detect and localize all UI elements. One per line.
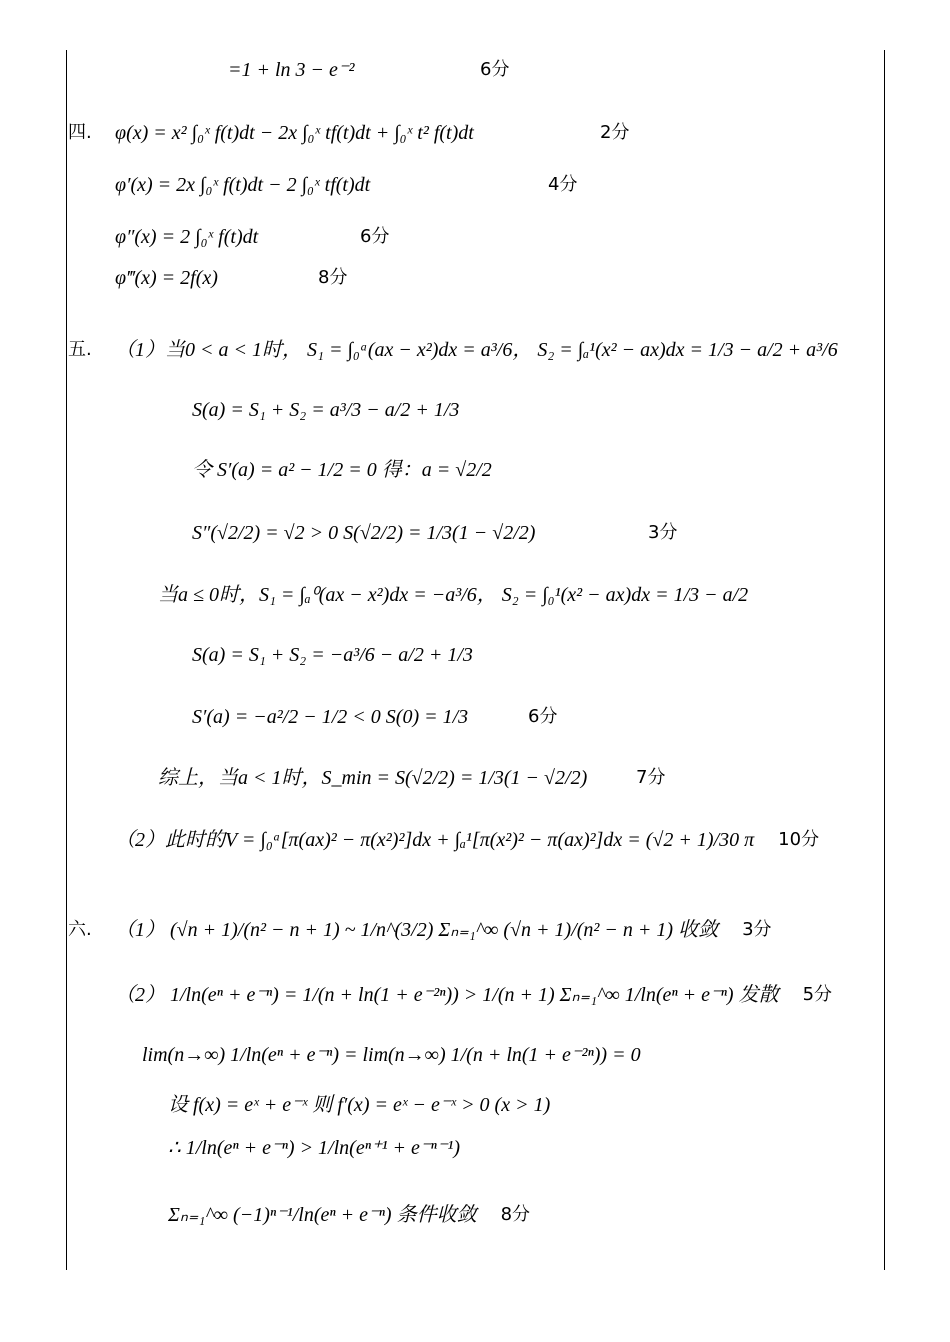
section-4-label: 四. bbox=[68, 122, 92, 143]
line-19-math: Σₙ₌₁^∞ (−1)ⁿ⁻¹/ln(eⁿ + e⁻ⁿ) 条件收敛 bbox=[168, 1204, 477, 1226]
line-8-score: 3分 bbox=[648, 522, 678, 543]
line-3 bbox=[115, 225, 880, 249]
line-16 bbox=[142, 1043, 880, 1067]
line-2 bbox=[115, 173, 880, 197]
right-border bbox=[884, 50, 885, 1270]
line-4 bbox=[115, 266, 880, 290]
section-5-label: 五. bbox=[68, 339, 92, 360]
line-0 bbox=[228, 58, 878, 82]
line-7-math: 令 S′(a) = a² − 1/2 = 0 得：a = √2/2 bbox=[192, 459, 492, 481]
line-19 bbox=[168, 1203, 880, 1227]
line-12-score: 7分 bbox=[636, 767, 666, 788]
line-4-score: 8分 bbox=[318, 267, 348, 288]
line-7 bbox=[192, 458, 880, 482]
line-3-math: φ″(x) = 2 ∫₀ˣ f(t)dt bbox=[115, 226, 259, 248]
line-17 bbox=[168, 1093, 880, 1117]
line-6 bbox=[192, 398, 880, 422]
line-15-score: 5分 bbox=[802, 984, 833, 1005]
line-2-score: 4分 bbox=[548, 174, 578, 195]
line-1-math: φ(x) = x² ∫₀ˣ f(t)dt − 2x ∫₀ˣ tf(t)dt + ∫₀ˣ t² f(t)dt bbox=[115, 122, 474, 144]
line-19-score: 8分 bbox=[500, 1204, 531, 1225]
line-18-math: ∴ 1/ln(eⁿ + e⁻ⁿ) > 1/ln(eⁿ⁺¹ + e⁻ⁿ⁻¹) bbox=[168, 1137, 461, 1159]
line-1 bbox=[115, 121, 880, 145]
line-4-math: φ‴(x) = 2f(x) bbox=[115, 267, 218, 289]
left-border bbox=[66, 50, 67, 1270]
line-14 bbox=[115, 918, 880, 942]
line-16-math: lim(n→∞) 1/ln(eⁿ + e⁻ⁿ) = lim(n→∞) 1/(n + ln(1 + e⁻²ⁿ)) = 0 bbox=[142, 1044, 641, 1066]
line-11 bbox=[192, 705, 880, 729]
line-18 bbox=[168, 1136, 880, 1160]
line-0-score: 6分 bbox=[480, 59, 510, 80]
line-12 bbox=[158, 766, 880, 790]
line-10-math: S(a) = S₁ + S₂ = −a³/6 − a/2 + 1/3 bbox=[192, 644, 473, 666]
line-11-math: S′(a) = −a²/2 − 1/2 < 0 S(0) = 1/3 bbox=[192, 706, 469, 728]
line-6-math: S(a) = S₁ + S₂ = a³/3 − a/2 + 1/3 bbox=[192, 399, 460, 421]
line-9 bbox=[158, 583, 880, 607]
line-13-score: 10分 bbox=[778, 829, 820, 850]
line-3-score: 6分 bbox=[360, 226, 390, 247]
section-6-label: 六. bbox=[68, 919, 92, 940]
line-11-score: 6分 bbox=[528, 706, 558, 727]
line-12-math: 综上，当a < 1时，S_min = S(√2/2) = 1/3(1 − √2/2) bbox=[158, 767, 588, 789]
line-14-math: （1） (√n + 1)/(n² − n + 1) ~ 1/n^(3/2) Σₙ₌₁^∞ (√n + 1)/(n² − n + 1) 收敛 bbox=[115, 919, 719, 941]
line-8-math: S″(√2/2) = √2 > 0 S(√2/2) = 1/3(1 − √2/2) bbox=[192, 522, 536, 544]
line-17-math: 设 f(x) = eˣ + e⁻ˣ 则 f′(x) = eˣ − e⁻ˣ > 0 (x > 1) bbox=[168, 1094, 551, 1116]
line-5-math: （1）当0 < a < 1时， S₁ = ∫₀ᵃ(ax − x²)dx = a³/6， S₂ = ∫ₐ¹(x² − ax)dx = 1/3 − a/2 + a³/6 bbox=[115, 339, 838, 361]
line-10 bbox=[192, 643, 880, 667]
line-13-math: （2）此时的V = ∫₀ᵃ[π(ax)² − π(x²)²]dx + ∫ₐ¹[π(x²)² − π(ax)²]dx = (√2 + 1)/30 π bbox=[115, 829, 755, 851]
line-15-math: （2） 1/ln(eⁿ + e⁻ⁿ) = 1/(n + ln(1 + e⁻²ⁿ)) > 1/(n + 1) Σₙ₌₁^∞ 1/ln(eⁿ + e⁻ⁿ) 发散 bbox=[115, 984, 779, 1006]
line-5 bbox=[115, 338, 880, 362]
line-2-math: φ′(x) = 2x ∫₀ˣ f(t)dt − 2 ∫₀ˣ tf(t)dt bbox=[115, 174, 371, 196]
line-1-score: 2分 bbox=[600, 122, 630, 143]
line-15 bbox=[115, 983, 880, 1007]
line-9-math: 当a ≤ 0时，S₁ = ∫ₐ⁰(ax − x²)dx = −a³/6， S₂ = ∫₀¹(x² − ax)dx = 1/3 − a/2 bbox=[158, 584, 749, 606]
line-8 bbox=[192, 521, 880, 545]
line-0-math: =1 + ln 3 − e⁻² bbox=[228, 59, 355, 81]
line-14-score: 3分 bbox=[742, 919, 772, 940]
line-13 bbox=[115, 828, 880, 852]
